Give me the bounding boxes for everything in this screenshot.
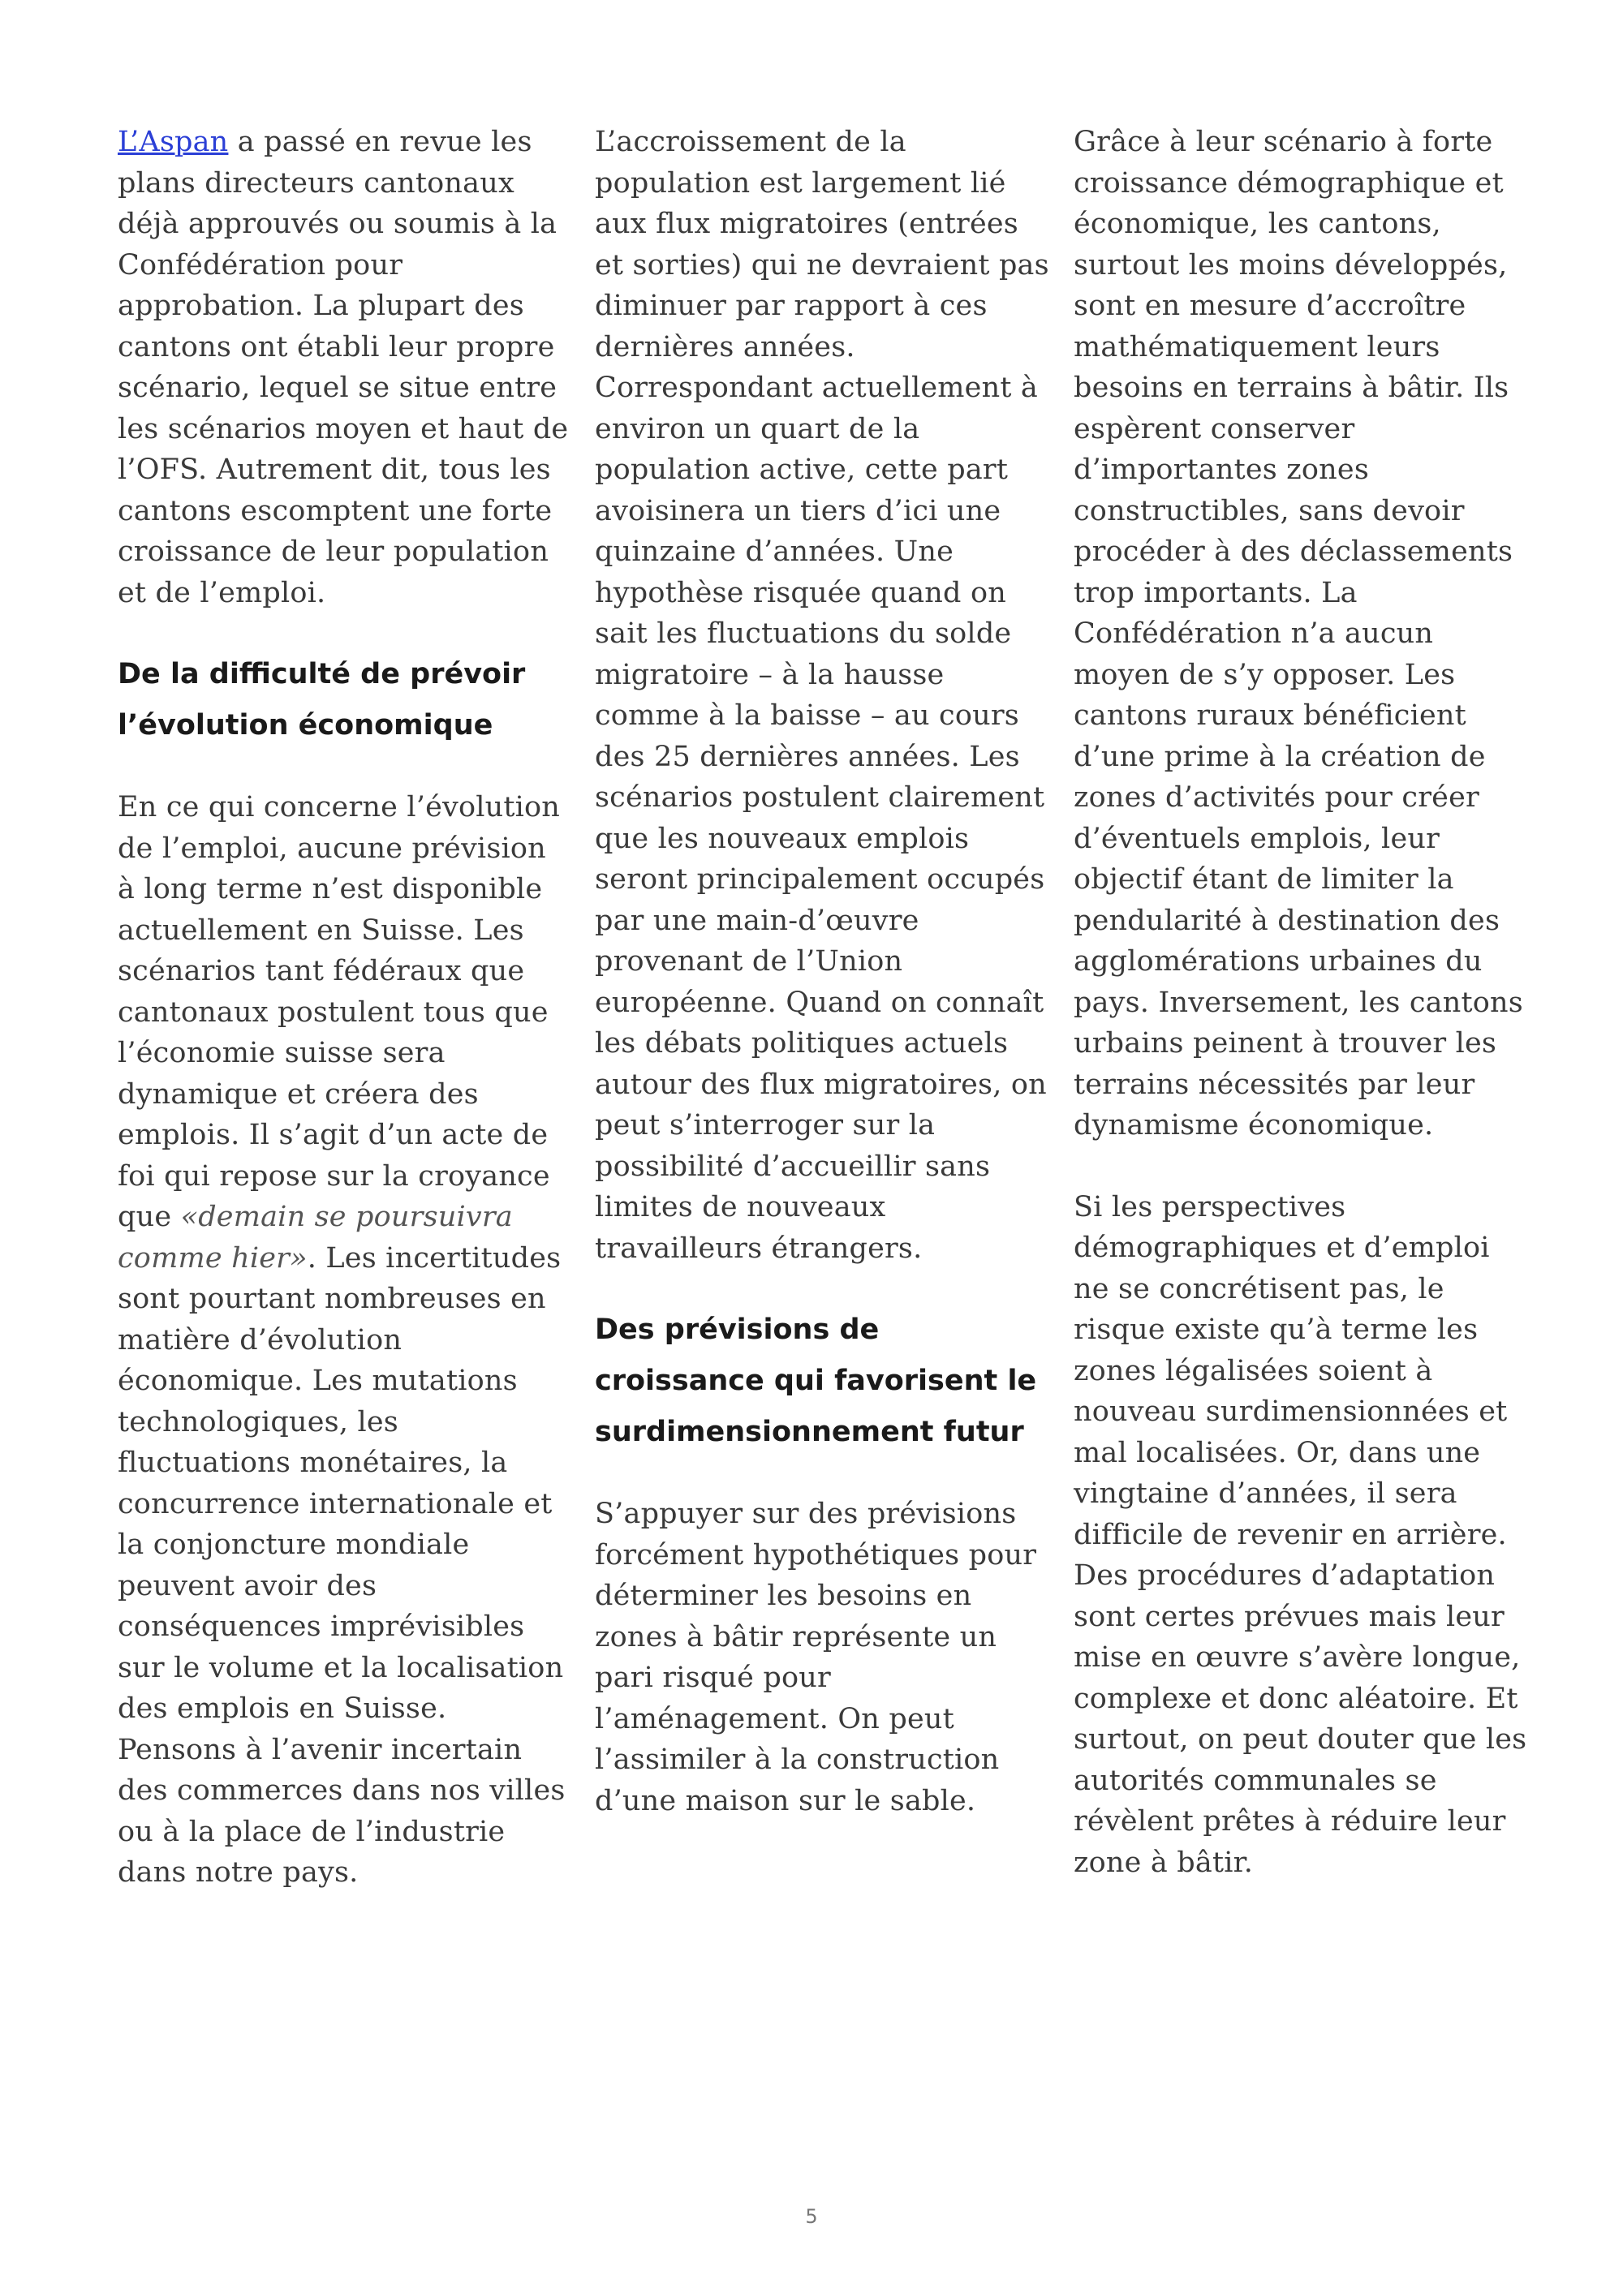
paragraph-text: a passé en revue les plans directeurs cantonaux déjà approuvés ou soumis à la Confédération pour approbation. La plupart des cantons ont établi leur propre scénario, lequel se situe entre les scénarios moyen et haut de l’OFS. Autrement dit, tous les cantons escomptent une forte croissance de leur population et de l’emploi.	[118, 126, 569, 609]
column-middle	[595, 122, 1049, 1821]
column-right	[1074, 122, 1528, 1883]
paragraph-text: En ce qui concerne l’évolution de l’emploi, aucune prévision à long terme n’est disponible actuellement en Suisse. Les scénarios tant fédéraux que cantonaux postulent tous que l’économie suisse sera dynamique et créera des emplois. Il s’agit d’un acte de foi qui repose sur la croyance que	[118, 791, 561, 1233]
paragraph-aspan-review	[118, 122, 572, 613]
paragraph-migration-flows: L’accroissement de la population est largement lié aux flux migratoires (entrées et sorties) qui ne devraient pas diminuer par rapport à ces dernières années. Correspondant actuellement à environ un quart de la population active, cette part avoisinera un tiers d’ici une quinzaine d’années. Une hypothèse risquée quand on sait les fluctuations du solde migratoire – à la hausse comme à la baisse – au cours des 25 dernières années. Les scénarios postulent clairement que les nouveaux emplois seront principalement occupés par une main-d’œuvre provenant de l’Union européenne. Quand on connaît les débats politiques actuels autour des flux migratoires, on peut s’interroger sur la possibilité d’accueillir sans limites de nouveaux travailleurs étrangers.	[595, 126, 1049, 1265]
aspan-link[interactable]: L’Aspan	[118, 126, 229, 158]
paragraph-text: . Les incertitudes sont pourtant nombreuses en matière d’évolution économique. Les mutations technologiques, les fluctuations monétaires, la concurrence internationale et la conjoncture mondiale peuvent avoir des conséquences imprévisibles sur le volume et la localisation des emplois en Suisse. Pensons à l’avenir incertain des commerces dans nos villes ou à la place de l’industrie dans notre pays.	[118, 1241, 566, 1889]
section-heading-growth-forecasts: Des prévisions de croissance qui favorisent le surdimensionnement futur	[595, 1314, 1037, 1448]
paragraph-employment-evolution	[118, 787, 572, 1894]
paragraph-risky-bet: S’appuyer sur des prévisions forcément hypothétiques pour déterminer les besoins en zones à bâtir représente un pari risqué pour l’aménagement. On peut l’assimiler à la construction d’une maison sur le sable.	[595, 1498, 1037, 1817]
section-heading-economic-forecast: De la difficulté de prévoir l’évolution économique	[118, 658, 526, 742]
paragraph-cantonal-scenarios: Grâce à leur scénario à forte croissance démographique et économique, les cantons, surtout les moins développés, sont en mesure d’accroître mathématiquement leurs besoins en terrains à bâtir. Ils espèrent conserver d’importantes zones constructibles, sans devoir procéder à des déclassements trop importants. La Confédération n’a aucun moyen de s’y opposer. Les cantons ruraux bénéficient d’une prime à la création de zones d’activités pour créer d’éventuels emplois, leur objectif étant de limiter la pendularité à destination des agglomérations urbaines du pays. Inversement, les cantons urbains peinent à trouver les terrains nécessités par leur dynamisme économique.	[1074, 126, 1523, 1142]
quote-text: «demain se poursuivra comme hier»	[118, 1201, 513, 1275]
page-number: 5	[805, 2205, 818, 2228]
column-left	[118, 122, 572, 1894]
paragraph-oversizing-risk: Si les perspectives démographiques et d’emploi ne se concrétisent pas, le risque existe qu’à terme les zones légalisées soient à nouveau surdimensionnées et mal localisées. Or, dans une vingtaine d’années, il sera difficile de revenir en arrière. Des procédures d’adaptation sont certes prévues mais leur mise en œuvre s’avère longue, complexe et donc aléatoire. Et surtout, on peut douter que les autorités communales se révèlent prêtes à réduire leur zone à bâtir.	[1074, 1190, 1527, 1879]
